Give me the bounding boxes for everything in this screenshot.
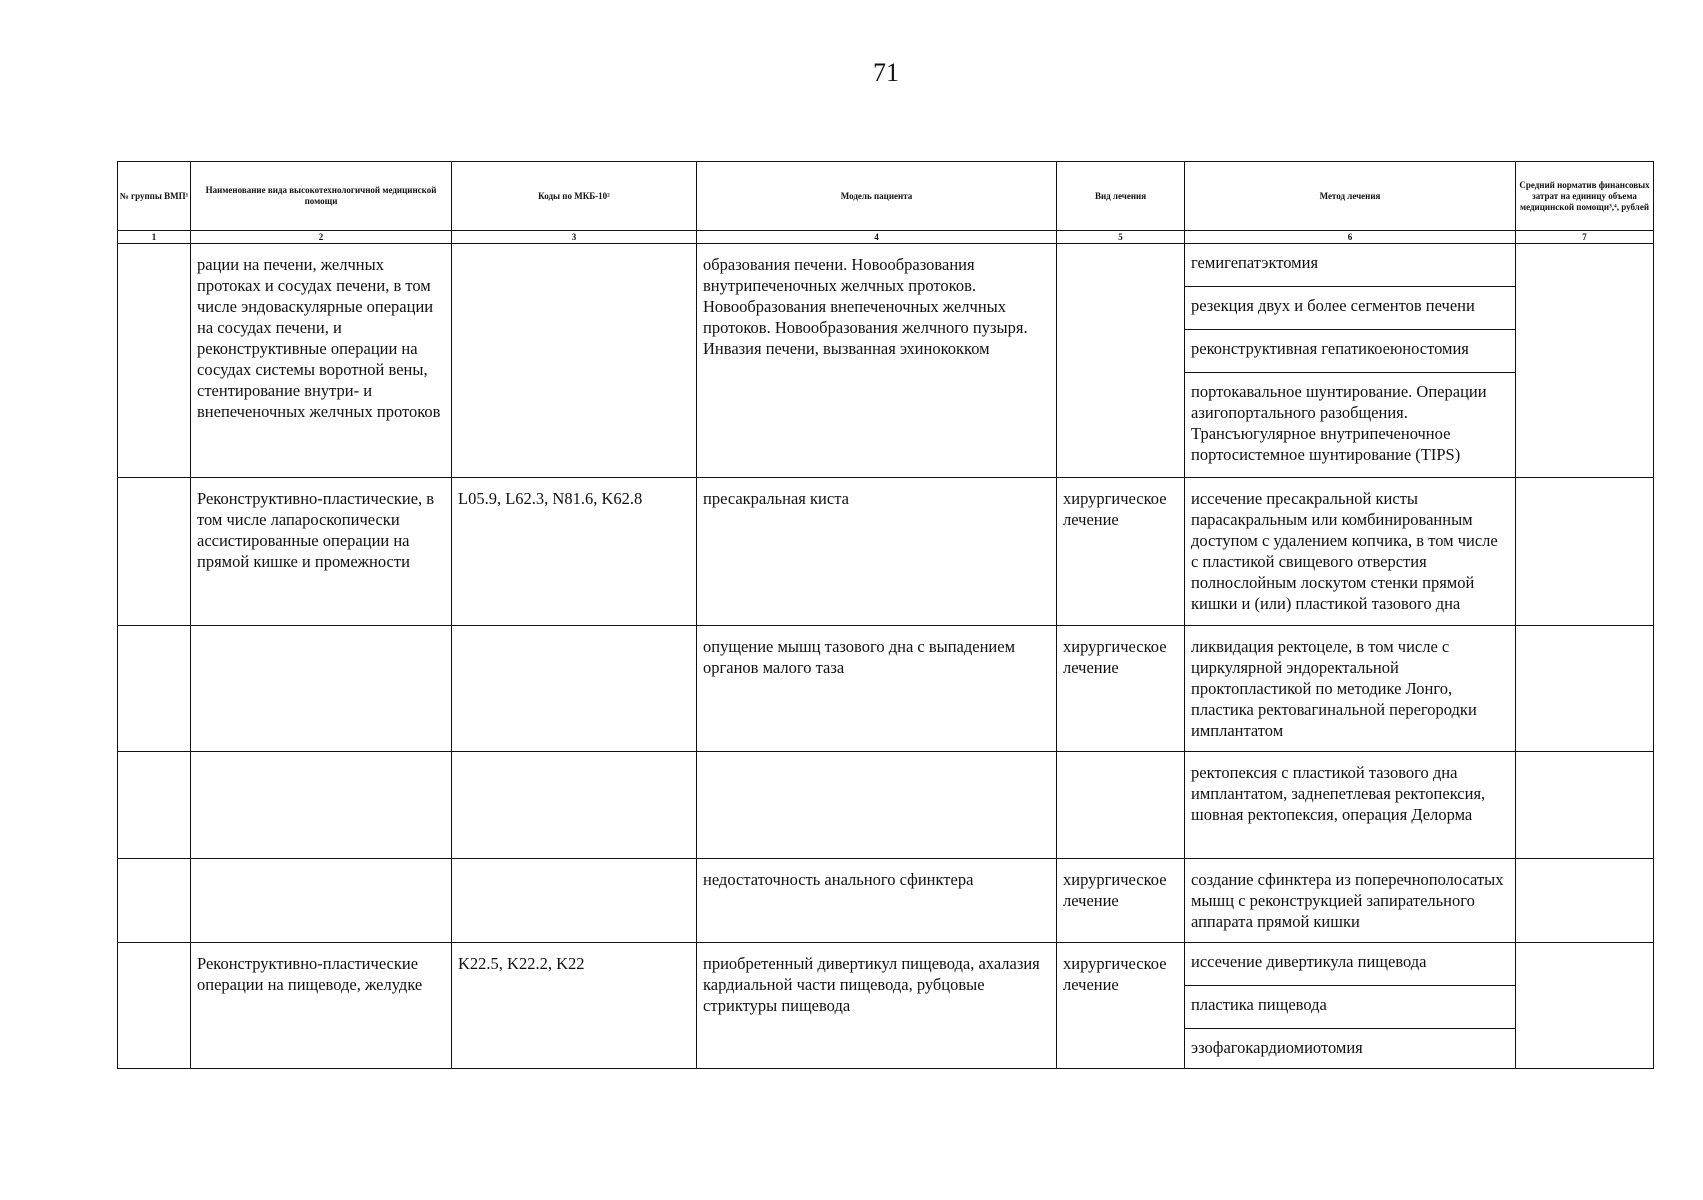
header-patient-model: Модель пациента: [697, 162, 1057, 231]
table-row: [118, 626, 1654, 752]
method-item: реконструктивная гепатикоеюностомия: [1185, 330, 1515, 373]
cell-group: [118, 478, 191, 626]
method-item: ректопексия с пластикой тазового дна имплантатом, заднепетлевая ректопексия, шовная ректопексия, операция Делорма: [1191, 763, 1486, 824]
table-row: [118, 752, 1654, 859]
header-treatment-method: Метод лечения: [1185, 162, 1516, 231]
method-item: иссечение дивертикула пищевода: [1185, 943, 1515, 986]
method-item: создание сфинктера из поперечнополосатых мышц с реконструкцией запирательного аппарата прямой кишки: [1191, 870, 1504, 931]
cell-treatment-type: [1057, 752, 1185, 859]
cell-care-type: [191, 752, 452, 859]
cell-icd-codes: [452, 244, 697, 478]
method-item: пластика пищевода: [1185, 986, 1515, 1029]
table-row: [118, 244, 1654, 478]
cell-patient-model: опущение мышц тазового дна с выпадением органов малого таза: [697, 626, 1057, 752]
cell-icd-codes: [452, 859, 697, 943]
cell-cost: [1516, 626, 1654, 752]
cell-patient-model: недостаточность анального сфинктера: [697, 859, 1057, 943]
header-icd-codes: Коды по МКБ-10²: [452, 162, 697, 231]
column-number: 5: [1057, 231, 1185, 244]
cell-icd-codes: [452, 752, 697, 859]
cell-care-type: [191, 859, 452, 943]
cell-patient-model: приобретенный дивертикул пищевода, ахалазия кардиальной части пищевода, рубцовые стриктуры пищевода: [697, 943, 1057, 1069]
table-row: [118, 478, 1654, 626]
header-group-number: № группы ВМП¹: [118, 162, 191, 231]
header-row: [118, 162, 1654, 231]
cell-patient-model: образования печени. Новообразования внутрипеченочных желчных протоков. Новообразования внепеченочных желчных протоков. Новообразования желчного пузыря. Инвазия печени, вызванная эхинококком: [697, 244, 1057, 478]
column-number: 2: [191, 231, 452, 244]
cell-treatment-type: хирургическое лечение: [1057, 943, 1185, 1069]
cell-treatment-methods: [1185, 244, 1516, 478]
cell-treatment-type: [1057, 244, 1185, 478]
header-treatment-type: Вид лечения: [1057, 162, 1185, 231]
cell-group: [118, 752, 191, 859]
method-item: гемигепатэктомия: [1185, 244, 1515, 287]
cell-care-type: Реконструктивно-пластические, в том числе лапароскопически ассистированные операции на прямой кишке и промежности: [191, 478, 452, 626]
method-item: портокавальное шунтирование. Операции азигопортального разобщения. Трансъюгулярное внутрипеченочное портосистемное шунтирование (TIPS): [1191, 382, 1487, 464]
header-care-type: Наименование вида высокотехнологичной медицинской помощи: [191, 162, 452, 231]
cell-group: [118, 626, 191, 752]
cell-care-type: Реконструктивно-пластические операции на пищеводе, желудке: [191, 943, 452, 1069]
cell-patient-model: [697, 752, 1057, 859]
column-number: 4: [697, 231, 1057, 244]
cell-treatment-methods: [1185, 626, 1516, 752]
cell-treatment-methods: [1185, 859, 1516, 943]
cell-treatment-type: хирургическое лечение: [1057, 478, 1185, 626]
cell-group: [118, 244, 191, 478]
vmp-table: [117, 161, 1654, 1069]
cell-treatment-methods: [1185, 752, 1516, 859]
cell-treatment-methods: [1185, 478, 1516, 626]
cell-icd-codes: L05.9, L62.3, N81.6, K62.8: [452, 478, 697, 626]
cell-group: [118, 859, 191, 943]
cell-treatment-methods: [1185, 943, 1516, 1069]
table-row: [118, 943, 1654, 1069]
cell-care-type: [191, 626, 452, 752]
method-item: эзофагокардиомиотомия: [1191, 1038, 1363, 1057]
column-number: 3: [452, 231, 697, 244]
method-item: ликвидация ректоцеле, в том числе с циркулярной эндоректальной проктопластикой по методике Лонго, пластика ректовагинальной перегородки имплантатом: [1191, 637, 1477, 740]
cell-icd-codes: [452, 626, 697, 752]
method-item: иссечение пресакральной кисты парасакральным или комбинированным доступом с удалением копчика, в том числе с пластикой свищевого отверстия полнослойным лоскутом стенки прямой кишки и (или) пластикой тазового дна: [1191, 489, 1498, 613]
column-number: 7: [1516, 231, 1654, 244]
column-number: 6: [1185, 231, 1516, 244]
cell-cost: [1516, 478, 1654, 626]
table-row: [118, 859, 1654, 943]
cell-icd-codes: K22.5, K22.2, K22: [452, 943, 697, 1069]
cell-group: [118, 943, 191, 1069]
page-number: 71: [873, 58, 899, 87]
cell-cost: [1516, 943, 1654, 1069]
cell-treatment-type: хирургическое лечение: [1057, 626, 1185, 752]
column-number-row: [118, 231, 1654, 244]
cell-cost: [1516, 244, 1654, 478]
method-item: резекция двух и более сегментов печени: [1185, 287, 1515, 330]
cell-treatment-type: хирургическое лечение: [1057, 859, 1185, 943]
cell-care-type: рации на печени, желчных протоках и сосудах печени, в том числе эндоваскулярные операции на сосудах печени, и реконструктивные операции на сосудах системы воротной вены, стентирование внутри- и внепеченочных желчных протоков: [191, 244, 452, 478]
cell-patient-model: пресакральная киста: [697, 478, 1057, 626]
cell-cost: [1516, 859, 1654, 943]
cell-cost: [1516, 752, 1654, 859]
column-number: 1: [118, 231, 191, 244]
header-cost: Средний норматив финансовых затрат на единицу объема медицинской помощи³,⁴, рублей: [1516, 162, 1654, 231]
